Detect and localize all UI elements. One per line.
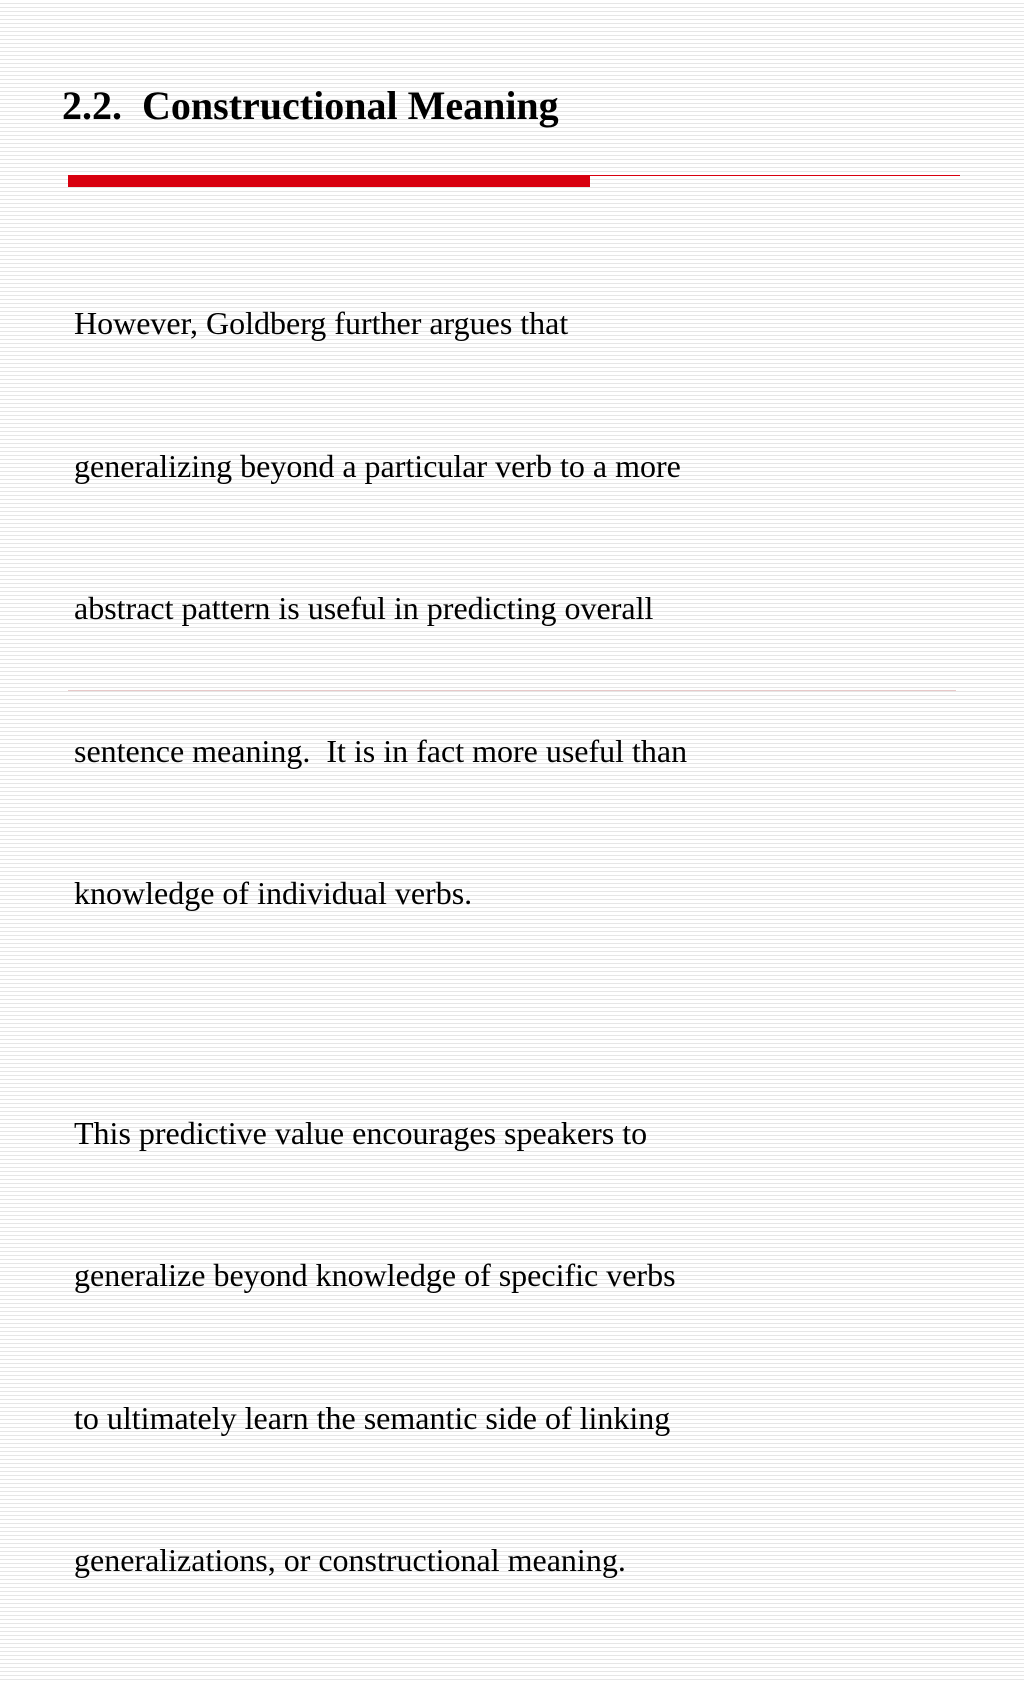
paragraph-2: [74, 1015, 974, 1680]
paragraph-line: generalize beyond knowledge of specific verbs: [74, 1257, 676, 1293]
paragraph-1: [74, 205, 974, 1013]
footer-rule: [68, 690, 956, 691]
slide-title: 2.2. Constructional Meaning: [62, 83, 559, 128]
slide-body: [74, 205, 974, 1682]
paragraph-line: abstract pattern is useful in predicting overall: [74, 590, 654, 626]
paragraph-line: However, Goldberg further argues that: [74, 305, 569, 341]
paragraph-line: sentence meaning. It is in fact more useful than: [74, 732, 688, 769]
paragraph-line: to ultimately learn the semantic side of linking: [74, 1399, 671, 1436]
title-underline-thick: [68, 175, 590, 187]
paragraph-line: generalizing beyond a particular verb to a more: [74, 447, 681, 484]
paragraph-line: knowledge of individual verbs.: [74, 875, 473, 911]
title-underline-thin: [590, 175, 960, 176]
paragraph-line: This predictive value encourages speakers to: [74, 1114, 648, 1151]
paragraph-line: generalizations, or constructional meaning.: [74, 1542, 626, 1578]
